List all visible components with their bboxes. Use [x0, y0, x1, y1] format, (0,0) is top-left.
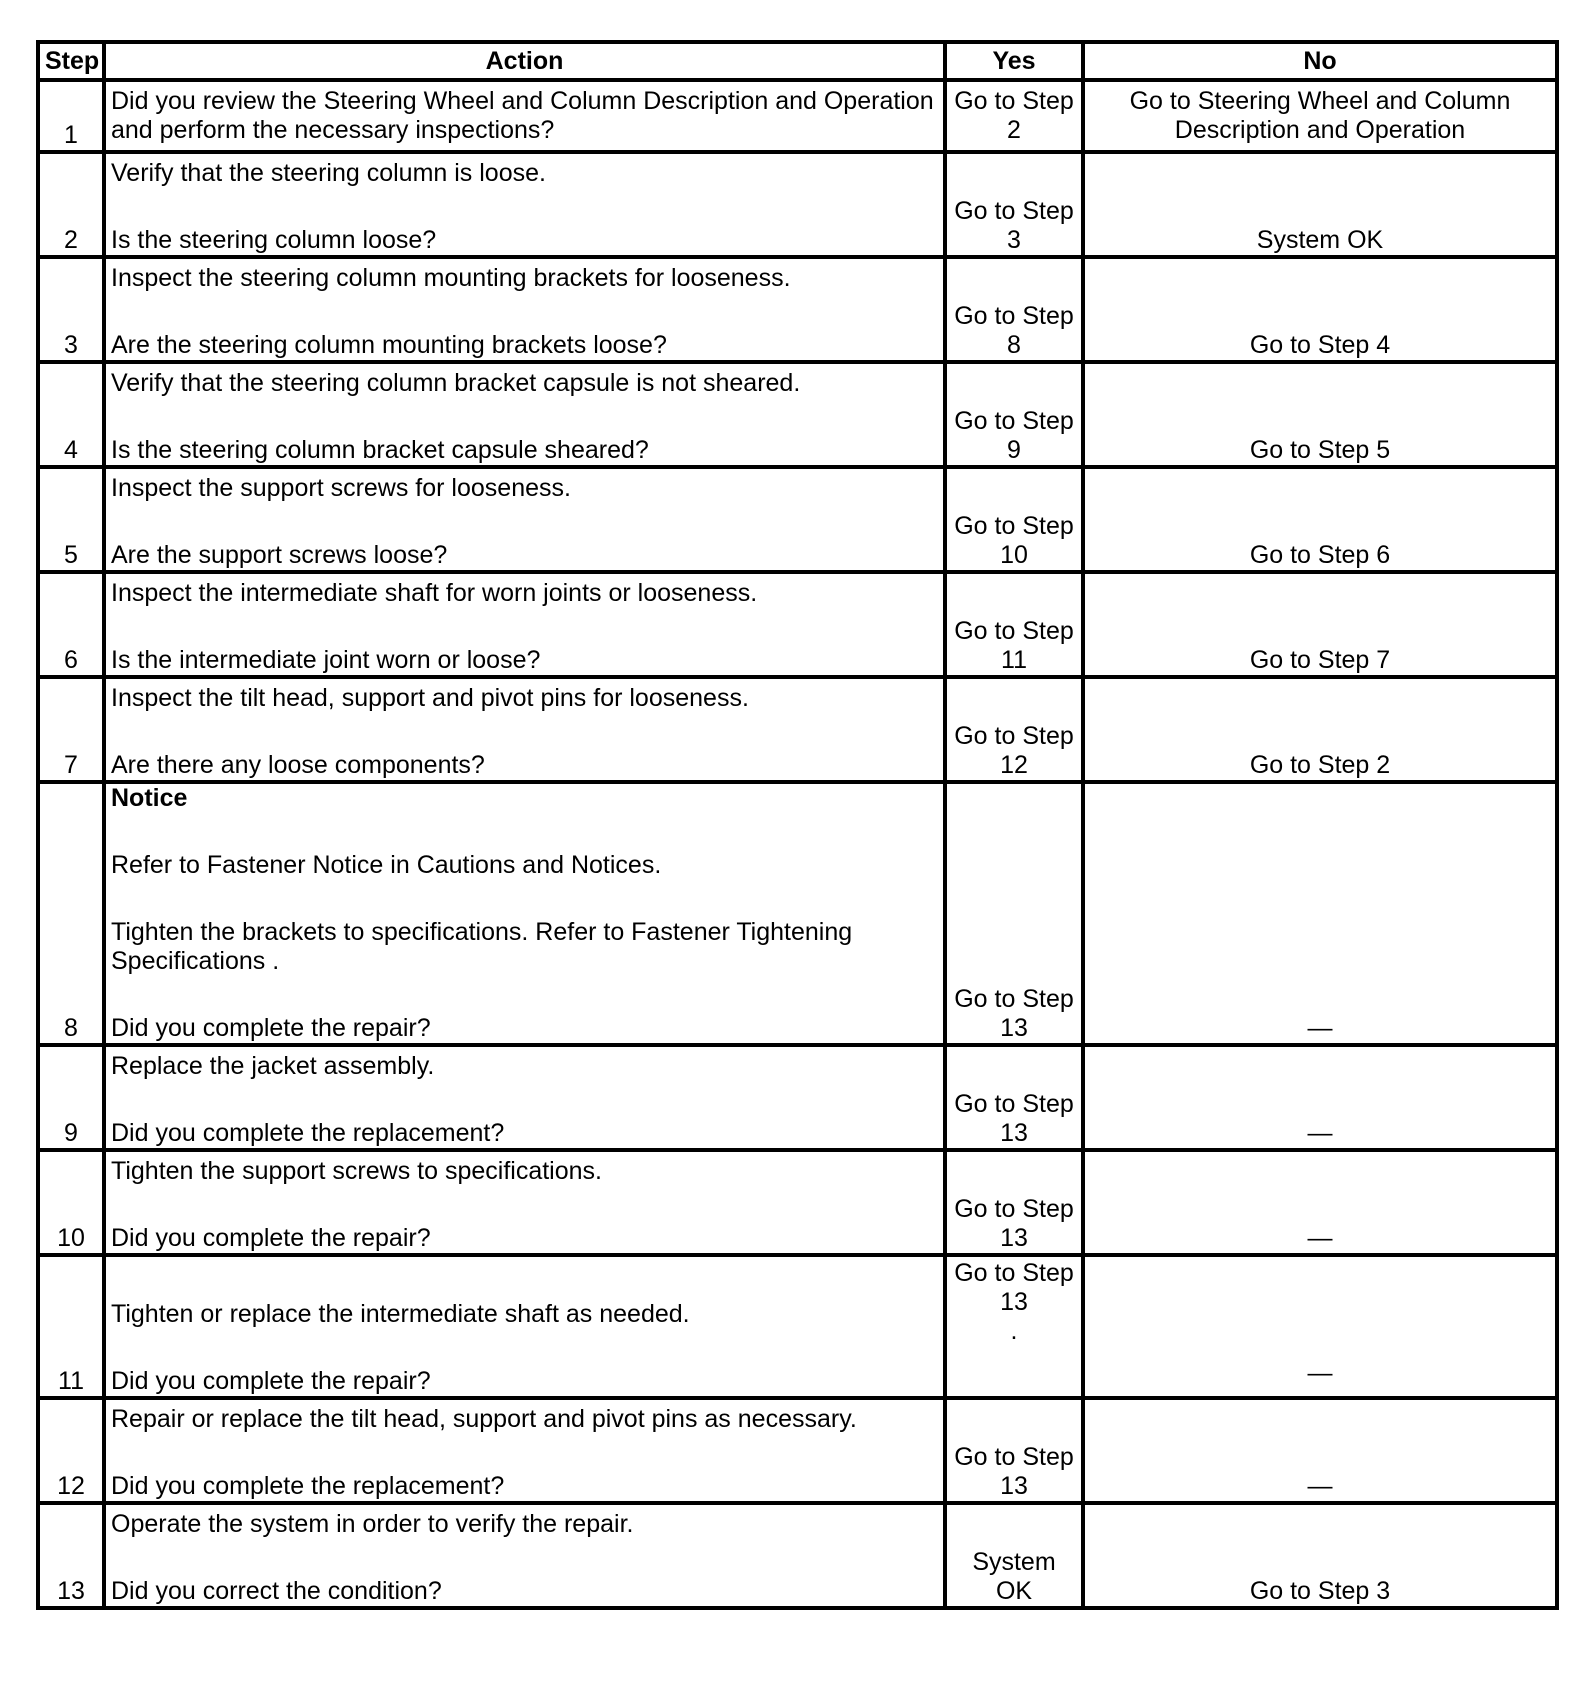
step-number: 3 — [38, 257, 104, 362]
step-number: 2 — [38, 152, 104, 257]
yes-text: Go to Step — [954, 197, 1074, 225]
no-text: Go to Steering Wheel and Column — [1129, 87, 1511, 115]
action-question: Is the intermediate joint worn or loose? — [111, 646, 541, 674]
yes-text: Go to Step — [954, 722, 1074, 750]
yes-cell — [945, 1150, 1083, 1255]
action-text: Did you review the Steering Wheel and Column Description and Operation — [111, 87, 934, 115]
yes-step-number: 10 — [1000, 541, 1028, 569]
action-cell — [104, 362, 945, 467]
no-cell — [1083, 80, 1557, 152]
table-row — [38, 1255, 1557, 1398]
yes-cell — [945, 257, 1083, 362]
table-row — [38, 152, 1557, 257]
action-question: Is the steering column bracket capsule sheared? — [111, 436, 649, 464]
yes-cell — [945, 782, 1083, 1045]
yes-text: Go to Step — [954, 1259, 1074, 1287]
yes-cell — [945, 1045, 1083, 1150]
action-cell — [104, 1398, 945, 1503]
action-text: Verify that the steering column is loose. — [111, 159, 546, 187]
action-text: Inspect the tilt head, support and pivot pins for looseness. — [111, 684, 749, 712]
yes-cell — [945, 362, 1083, 467]
action-question: Are the support screws loose? — [111, 541, 448, 569]
yes-step-number: 3 — [1007, 226, 1021, 254]
no-cell: Go to Step 3 — [1083, 1503, 1557, 1608]
no-cell: Go to Step 4 — [1083, 257, 1557, 362]
yes-step-number: 13 — [1000, 1119, 1028, 1147]
step-number: 5 — [38, 467, 104, 572]
table-row — [38, 1503, 1557, 1608]
yes-step-number: 13 — [1000, 1014, 1028, 1042]
yes-text: System — [972, 1548, 1056, 1576]
action-question: Did you complete the replacement? — [111, 1119, 505, 1147]
table-row — [38, 1150, 1557, 1255]
step-number: 11 — [38, 1255, 104, 1398]
action-text: Tighten the support screws to specifications. — [111, 1157, 602, 1185]
action-question: Did you correct the condition? — [111, 1577, 442, 1605]
action-cell — [104, 467, 945, 572]
no-cell: — — [1083, 1398, 1557, 1503]
yes-step-number: 13 — [1000, 1288, 1028, 1316]
table-row — [38, 1045, 1557, 1150]
step-number: 6 — [38, 572, 104, 677]
yes-text: Go to Step — [954, 985, 1074, 1013]
table-row — [38, 677, 1557, 782]
yes-step-number: 11 — [1001, 646, 1027, 674]
yes-cell — [945, 677, 1083, 782]
yes-step-number: 13 — [1000, 1224, 1028, 1252]
action-cell — [104, 257, 945, 362]
action-cell — [104, 782, 945, 1045]
no-cell: System OK — [1083, 152, 1557, 257]
step-number: 1 — [38, 80, 104, 152]
no-cell: Go to Step 7 — [1083, 572, 1557, 677]
yes-text: Go to Step — [954, 617, 1074, 645]
action-question: Did you complete the repair? — [111, 1224, 431, 1252]
action-cell — [104, 677, 945, 782]
yes-text: Go to Step — [954, 87, 1074, 115]
action-text: Inspect the steering column mounting brackets for looseness. — [111, 264, 791, 292]
action-text: Tighten the brackets to specifications. Refer to Fastener Tightening — [111, 918, 853, 946]
action-text: and perform the necessary inspections? — [111, 116, 555, 144]
action-text: Replace the jacket assembly. — [111, 1052, 435, 1080]
step-number: 8 — [38, 782, 104, 1045]
no-cell: — — [1083, 1150, 1557, 1255]
header-step: Step — [38, 42, 104, 80]
table-row — [38, 572, 1557, 677]
stray-dot: . — [1010, 1317, 1018, 1345]
action-cell — [104, 152, 945, 257]
action-question: Is the steering column loose? — [111, 226, 437, 254]
action-cell — [104, 1150, 945, 1255]
action-text: Verify that the steering column bracket capsule is not sheared. — [111, 369, 801, 397]
yes-cell — [945, 467, 1083, 572]
step-number: 4 — [38, 362, 104, 467]
notice-text: Refer to Fastener Notice in Cautions and Notices. — [111, 851, 662, 879]
step-number: 12 — [38, 1398, 104, 1503]
no-cell: — — [1083, 782, 1557, 1045]
action-question: Are the steering column mounting brackets loose? — [111, 331, 667, 359]
yes-cell — [945, 1255, 1083, 1398]
step-number: 10 — [38, 1150, 104, 1255]
action-question: Are there any loose components? — [111, 751, 485, 779]
yes-step-number: 9 — [1007, 436, 1021, 464]
no-cell: — — [1083, 1255, 1557, 1398]
yes-cell — [945, 572, 1083, 677]
table-row — [38, 1398, 1557, 1503]
no-cell: Go to Step 5 — [1083, 362, 1557, 467]
yes-step-number: 13 — [1000, 1472, 1028, 1500]
step-number: 9 — [38, 1045, 104, 1150]
table-row — [38, 467, 1557, 572]
step-number: 13 — [38, 1503, 104, 1608]
action-question: Did you complete the repair? — [111, 1014, 431, 1042]
yes-step-number: 2 — [1007, 116, 1021, 144]
yes-step-number: 12 — [1000, 751, 1028, 779]
yes-text: Go to Step — [954, 1195, 1074, 1223]
table-row — [38, 80, 1557, 152]
action-question: Did you complete the repair? — [111, 1367, 431, 1395]
no-cell: Go to Step 6 — [1083, 467, 1557, 572]
no-cell: — — [1083, 1045, 1557, 1150]
action-text: Tighten or replace the intermediate shaft as needed. — [111, 1300, 690, 1328]
action-cell — [104, 572, 945, 677]
notice-title: Notice — [111, 784, 188, 812]
diagnostic-table — [36, 40, 1559, 1610]
yes-step-number: 8 — [1007, 331, 1021, 359]
header-row — [38, 42, 1557, 80]
action-text: Inspect the support screws for looseness. — [111, 474, 571, 502]
yes-cell — [945, 80, 1083, 152]
step-number: 7 — [38, 677, 104, 782]
table-row — [38, 257, 1557, 362]
yes-cell — [945, 1398, 1083, 1503]
table-row — [38, 782, 1557, 1045]
yes-text: Go to Step — [954, 302, 1074, 330]
yes-text: Go to Step — [954, 407, 1074, 435]
action-text: Repair or replace the tilt head, support and pivot pins as necessary. — [111, 1405, 857, 1433]
action-text: Specifications . — [111, 947, 280, 975]
header-yes: Yes — [945, 42, 1083, 80]
yes-text: Go to Step — [954, 1443, 1074, 1471]
header-action: Action — [104, 42, 945, 80]
action-cell — [104, 1045, 945, 1150]
yes-text: Go to Step — [954, 1090, 1074, 1118]
table-row — [38, 362, 1557, 467]
action-cell — [104, 1503, 945, 1608]
no-text: Description and Operation — [1174, 116, 1466, 144]
yes-cell — [945, 152, 1083, 257]
action-cell — [104, 1255, 945, 1398]
action-text: Inspect the intermediate shaft for worn joints or looseness. — [111, 579, 758, 607]
action-question: Did you complete the replacement? — [111, 1472, 505, 1500]
action-cell — [104, 80, 945, 152]
yes-cell — [945, 1503, 1083, 1608]
no-cell: Go to Step 2 — [1083, 677, 1557, 782]
yes-text: OK — [995, 1577, 1033, 1605]
header-no: No — [1083, 42, 1557, 80]
action-text: Operate the system in order to verify the repair. — [111, 1510, 634, 1538]
yes-text: Go to Step — [954, 512, 1074, 540]
